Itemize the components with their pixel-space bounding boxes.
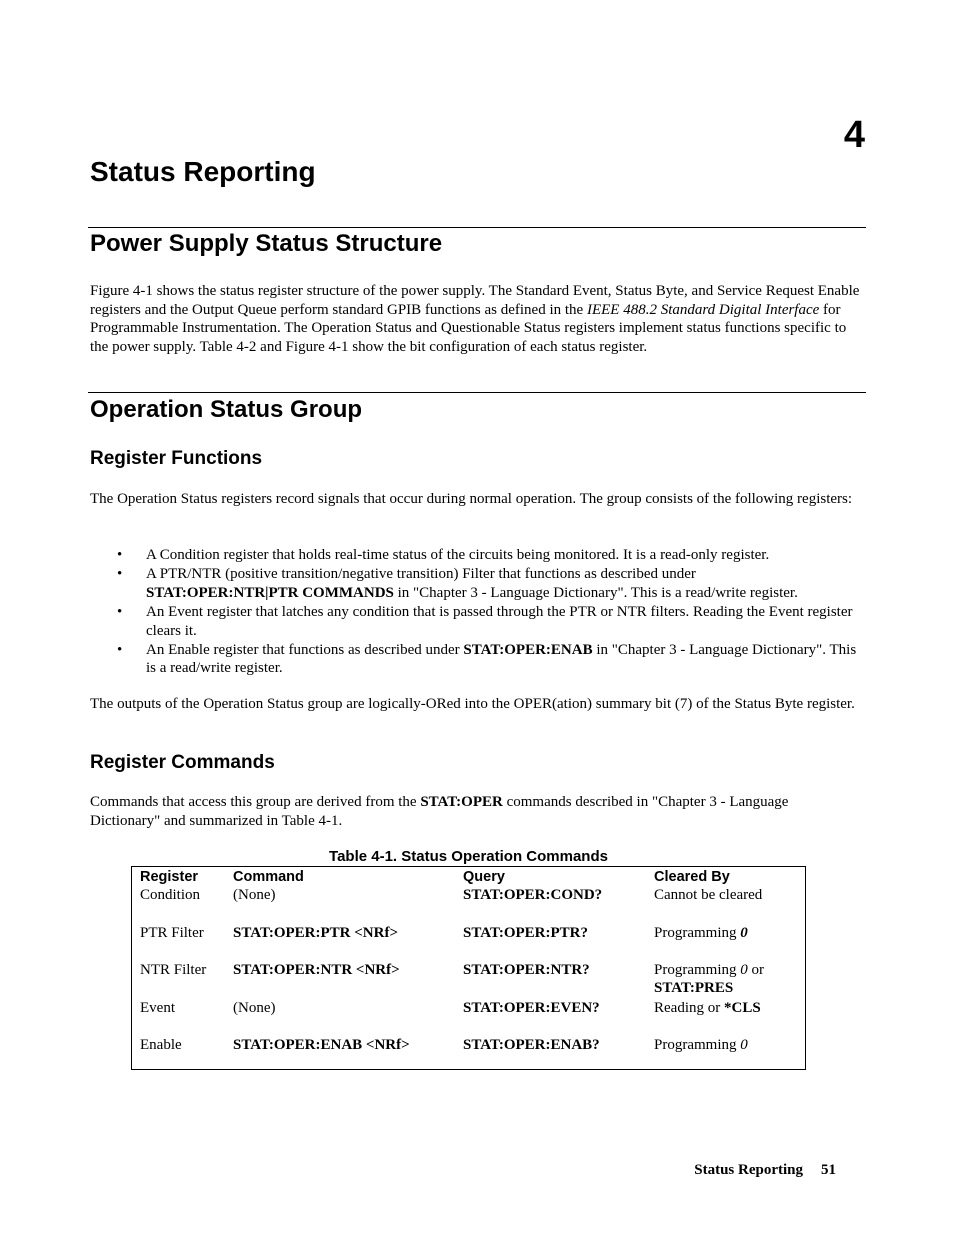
cell-query <box>463 924 654 962</box>
bullet-icon: • <box>117 603 123 620</box>
cell-command <box>233 924 463 962</box>
query-command: STAT:OPER:EVEN? <box>463 999 600 1016</box>
cell-register: PTR Filter <box>140 924 204 941</box>
cleared-text: Programming <box>654 962 741 979</box>
cell-register: Condition <box>140 887 201 903</box>
column-header-register: Register <box>140 869 199 885</box>
query-command: STAT:OPER:COND? <box>463 887 603 903</box>
table-header-row <box>132 867 806 887</box>
cleared-value: 0 <box>740 962 748 979</box>
cleared-value: 0 <box>740 1037 748 1054</box>
cell-command <box>233 961 463 999</box>
cell-query <box>463 999 654 1037</box>
list-item <box>90 641 860 679</box>
paragraph-text: for Programmable Instrumentation. The Operation Status and Questionable Status registers implement status functions specific to the power supply. Table 4-2 and Figure 4-1 show the bit configuration of each status register. <box>90 301 847 355</box>
cell-register: Event <box>140 999 175 1016</box>
command-reference: STAT:OPER:ENAB <box>463 641 593 658</box>
list-item <box>90 565 860 603</box>
cell-cleared-by <box>654 924 806 962</box>
register-bullet-list <box>90 546 860 678</box>
list-item-text: A PTR/NTR (positive transition/negative transition) Filter that functions as described under <box>146 565 696 582</box>
cell-command: (None) <box>233 887 276 903</box>
paragraph-status-structure <box>90 282 860 356</box>
cleared-text: Reading or <box>654 999 724 1016</box>
cell-cleared-by: Cannot be cleared <box>654 887 763 903</box>
set-command: STAT:OPER:NTR <NRf> <box>233 962 400 979</box>
chapter-title: Status Reporting <box>90 156 316 187</box>
cell-cleared-by <box>654 961 806 999</box>
bullet-icon: • <box>117 565 123 582</box>
footer-title: Status Reporting <box>694 1162 803 1178</box>
list-item-text: An Enable register that functions as described under <box>146 641 464 658</box>
command-reference: STAT:OPER <box>420 794 503 810</box>
paragraph-text: commands described in "Chapter 3 - Language Dictionary" and summarized in Table 4-1. <box>90 794 789 829</box>
list-item-text: A Condition register that holds real-time status of the circuits being monitored. It is a read-only register. <box>146 547 770 563</box>
cell-cleared-by <box>654 999 806 1037</box>
bullet-icon: • <box>117 547 123 563</box>
cleared-text: Programming <box>654 1037 741 1054</box>
subheading-register-commands: Register Commands <box>90 752 275 773</box>
cell-query <box>463 1036 654 1069</box>
cleared-value: 0 <box>740 924 748 941</box>
table-row <box>132 924 806 962</box>
section-divider <box>88 392 866 393</box>
paragraph-register-commands <box>90 793 860 830</box>
paragraph-register-functions-intro: The Operation Status registers record signals that occur during normal operation. The group consists of the following registers: <box>90 491 853 507</box>
cell-register: NTR Filter <box>140 962 207 979</box>
chapter-number: 4 <box>843 114 865 156</box>
list-item-text: in "Chapter 3 - Language Dictionary". This is a read/write register. <box>146 641 857 677</box>
list-item <box>90 546 860 565</box>
cleared-text: Programming <box>654 924 741 941</box>
query-command: STAT:OPER:ENAB? <box>463 1037 600 1054</box>
command-reference: STAT:OPER:NTR|PTR COMMANDS <box>146 584 394 601</box>
table-row <box>132 999 806 1037</box>
list-item-text: An Event register that latches any condition that is passed through the PTR or NTR filters. Reading the Event register clears it. <box>146 603 853 639</box>
section-heading-power-supply-status-structure: Power Supply Status Structure <box>90 230 443 257</box>
cleared-command: *CLS <box>723 999 761 1016</box>
cell-cleared-by <box>654 1036 806 1069</box>
set-command: STAT:OPER:ENAB <NRf> <box>233 1037 410 1054</box>
cleared-text: or <box>747 962 764 979</box>
paragraph-text: Commands that access this group are derived from the <box>90 794 421 810</box>
table-caption: Table 4-1. Status Operation Commands <box>329 848 608 865</box>
status-operation-commands-table <box>131 866 806 1070</box>
list-item <box>90 603 860 641</box>
column-header-query: Query <box>463 869 505 885</box>
cell-query <box>463 961 654 999</box>
subheading-register-functions: Register Functions <box>90 448 263 469</box>
page-number: 51 <box>821 1162 836 1178</box>
bullet-icon: • <box>117 641 123 658</box>
paragraph-text: Figure 4-1 shows the status register structure of the power supply. The Standard Event, Status Byte, and Service Request Enable registers and the Output Queue perform standard GPIB functions as defined in the <box>90 283 860 318</box>
section-heading-operation-status-group: Operation Status Group <box>90 396 363 423</box>
column-header-command: Command <box>233 869 304 885</box>
column-header-cleared-by: Cleared By <box>654 869 730 885</box>
cell-query <box>463 886 654 924</box>
set-command: STAT:OPER:PTR <NRf> <box>233 924 399 941</box>
table-row <box>132 1036 806 1069</box>
cell-command: (None) <box>233 999 276 1016</box>
section-divider <box>88 227 866 228</box>
query-command: STAT:OPER:PTR? <box>463 924 589 941</box>
query-command: STAT:OPER:NTR? <box>463 962 590 979</box>
cell-register: Enable <box>140 1037 182 1054</box>
cleared-command: STAT:PRES <box>654 980 734 997</box>
list-item-text: in "Chapter 3 - Language Dictionary". This is a read/write register. <box>393 584 798 601</box>
paragraph-register-functions-outro: The outputs of the Operation Status group are logically-ORed into the OPER(ation) summary bit (7) of the Status Byte register. <box>90 696 855 712</box>
cell-command <box>233 1036 463 1069</box>
table-row <box>132 961 806 999</box>
ieee-standard-reference: IEEE 488.2 Standard Digital Interface <box>586 301 820 318</box>
table-row <box>132 886 806 924</box>
page-footer <box>694 1161 836 1179</box>
